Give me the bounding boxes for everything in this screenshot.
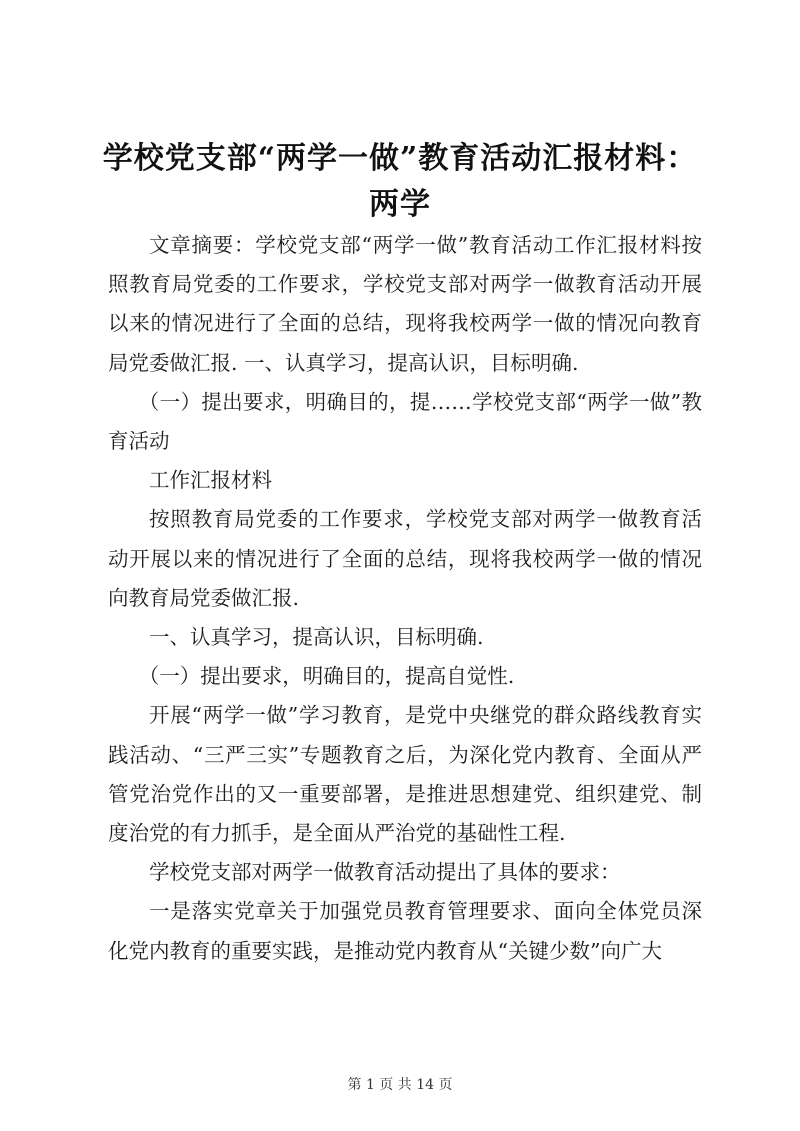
page-number-footer: 第 1 页 共 14 页	[347, 1077, 453, 1093]
section-heading: 一、认真学习，提高认识，目标明确.	[149, 625, 484, 650]
body-paragraph: 一是落实党章关于加强党员教育管理要求、面向全体党员深化党内教育的重要实践，是推动党内教育从“关键少数”向广大	[108, 899, 702, 963]
document-title	[60, 136, 740, 228]
body-paragraph: 按照教育局党委的工作要求，学校党支部对两学一做教育活动开展以来的情况进行了全面的总结，现将我校两学一做的情况向教育局党委做汇报.	[108, 507, 702, 610]
subsection-heading: （一）提出要求，明确目的，提高自觉性.	[138, 664, 515, 689]
document-body	[108, 226, 702, 971]
title-line-1: 学校党支部“两学一做”教育活动汇报材料：	[102, 141, 698, 176]
body-paragraph: （一）提出要求，明确目的，提……学校党支部“两学一做”教育活动	[108, 389, 702, 454]
body-paragraph: 学校党支部对两学一做教育活动提出了具体的要求：	[149, 860, 621, 885]
abstract-paragraph: 文章摘要：学校党支部“两学一做”教育活动工作汇报材料按照教育局党委的工作要求，学校党支部对两学一做教育活动开展以来的情况进行了全面的总结，现将我校两学一做的情况向教育局党委做汇报. 一、认真学习，提高认识，目标明确.	[108, 233, 702, 375]
body-paragraph: 开展“两学一做”学习教育，是党中央继党的群众路线教育实践活动、“三严三实”专题教育之后，为深化党内教育、全面从严管党治党作出的又一重要部署，是推进思想建党、组织建党、制度治党的有力抓手，是全面从严治党的基础性工程.	[108, 703, 702, 846]
title-line-2: 两学	[369, 187, 431, 222]
body-paragraph: 工作汇报材料	[149, 468, 272, 493]
